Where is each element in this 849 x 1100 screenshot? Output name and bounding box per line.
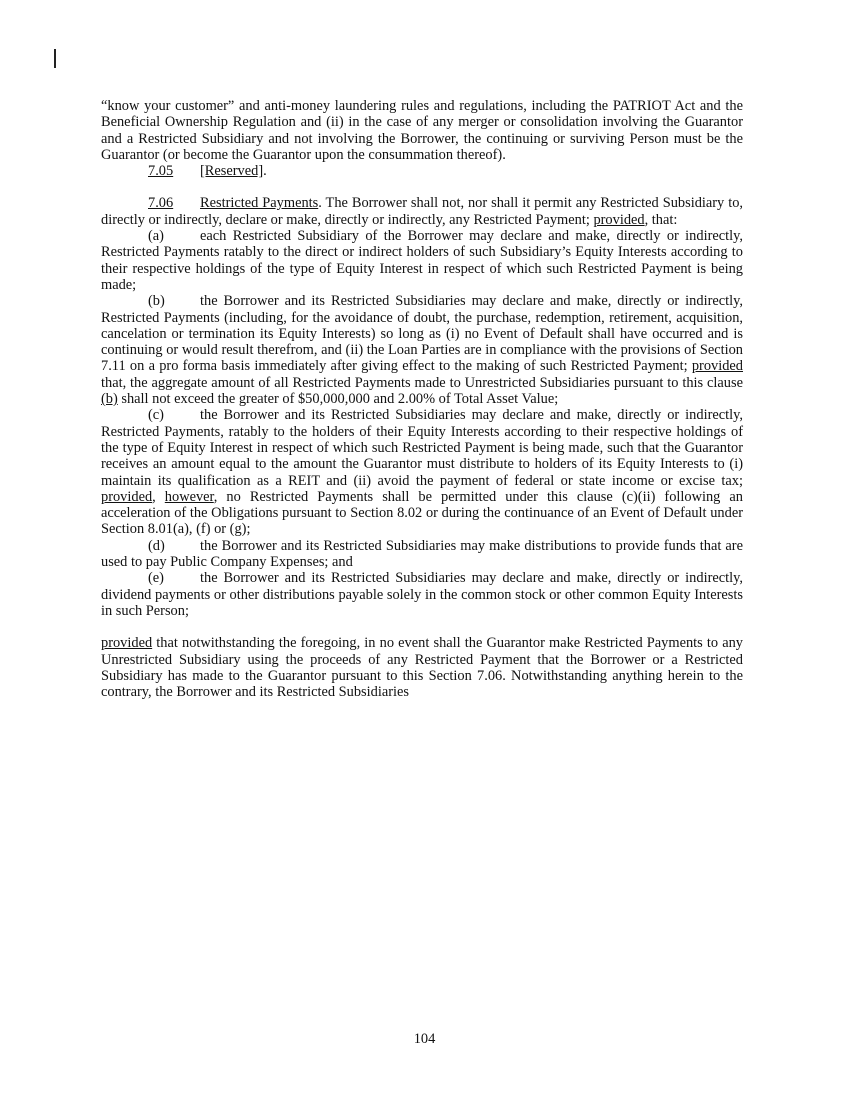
section-7-06-paragraph: 7.06 Restricted Payments. The Borrower shall not, nor shall it permit any Restricted Subsidiary to, directly or indirectly, declare or make, directly or indirectly, any Restricted Payment; provided, that: [101, 195, 743, 228]
clause-d-label: (d) [148, 537, 165, 554]
clause-d-text: the Borrower and its Restricted Subsidiaries may make distributions to provide funds that are used to pay Public Company Expenses; and [101, 537, 743, 571]
clause-e [101, 570, 743, 619]
section-7-06-number: 7.06 [148, 195, 174, 212]
clause-reference: (b) [101, 391, 118, 408]
clause-e-text: the Borrower and its Restricted Subsidiaries may declare and make, directly or indirectly, dividend payments or other distributions payable solely in the common stock or other common Equity Interests in such Person; [101, 570, 743, 619]
section-7-05-heading: 7.05 [Reserved]. [148, 163, 267, 180]
provided-term: provided [101, 488, 153, 505]
provided-term: provided [593, 211, 645, 228]
clause-a-label: (a) [148, 228, 164, 245]
revision-marker [54, 49, 56, 68]
page-number: 104 [413, 1031, 436, 1047]
clause-a-text: each Restricted Subsidiary of the Borrower may declare and make, directly or indirectly, Restricted Payments ratably to the direct or indirect holders of such Subsidiary’s Equity Interests according to their respective holdings of the type of Equity Interest in respect of which such Restricted Payment is being made; [101, 228, 743, 293]
section-7-06-title: Restricted Payments [200, 195, 319, 212]
provided-term: provided [101, 635, 153, 652]
section-7-05-number: 7.05 [148, 163, 174, 180]
closing-paragraph: provided that notwithstanding the foregoing, in no event shall the Guarantor make Restricted Payments to any Unrestricted Subsidiary using the proceeds of any Restricted Payment that the Borrower or a Restricted Subsidiary has made to the Guarantor pursuant to this Section 7.06. Notwithstanding anything herein to the contrary, the Borrower and its Restricted Subsidiaries [101, 635, 743, 701]
section-7-05-title: [Reserved] [200, 163, 264, 180]
provided-term: provided [691, 358, 743, 375]
clause-d [101, 538, 743, 571]
document-body [101, 98, 743, 700]
however-term: however [164, 488, 214, 505]
clause-b-label: (b) [148, 293, 165, 310]
intro-paragraph: “know your customer” and anti-money laundering rules and regulations, including the PATRIOT Act and the Beneficial Ownership Regulation and (ii) in the case of any merger or consolidation involving the Guarantor and a Restricted Subsidiary and not involving the Borrower, the continuing or surviving Person must be the Guarantor (or become the Guarantor upon the consummation thereof). [101, 98, 743, 163]
clause-c: (c) the Borrower and its Restricted Subsidiaries may declare and make, directly or indirectly, Restricted Payments, ratably to the holders of their Equity Interests according to their respective holdings of the type of Equity Interest in respect of which such Restricted Payment is being made, such that the Guarantor receives an amount equal to the amount the Guarantor must distribute to holders of its Equity Interests to (i) maintain its qualification as a REIT and (ii) avoid the payment of federal or state income or excise tax; provided, however, no Restricted Payments shall be permitted under this clause (c)(ii) following an acceleration of the Obligations pursuant to Section 8.02 or during the continuance of an Event of Default under Section 8.01(a), (f) or (g); [101, 407, 743, 538]
clause-b: (b) the Borrower and its Restricted Subsidiaries may declare and make, directly or indirectly, Restricted Payments (including, for the avoidance of doubt, the purchase, redemption, retirement, acquisition, cancelation or termination its Equity Interests) so long as (i) no Event of Default shall have occurred and is continuing or would result therefrom, and (ii) the Loan Parties are in compliance with the provisions of Section 7.11 on a pro forma basis immediately after giving effect to the making of such Restricted Payment; provided that, the aggregate amount of all Restricted Payments made to Unrestricted Subsidiaries pursuant to this clause (b) shall not exceed the greater of $50,000,000 and 2.00% of Total Asset Value; [101, 293, 743, 408]
clause-e-label: (e) [148, 570, 164, 587]
clause-c-label: (c) [148, 407, 164, 424]
clause-a [101, 228, 743, 293]
